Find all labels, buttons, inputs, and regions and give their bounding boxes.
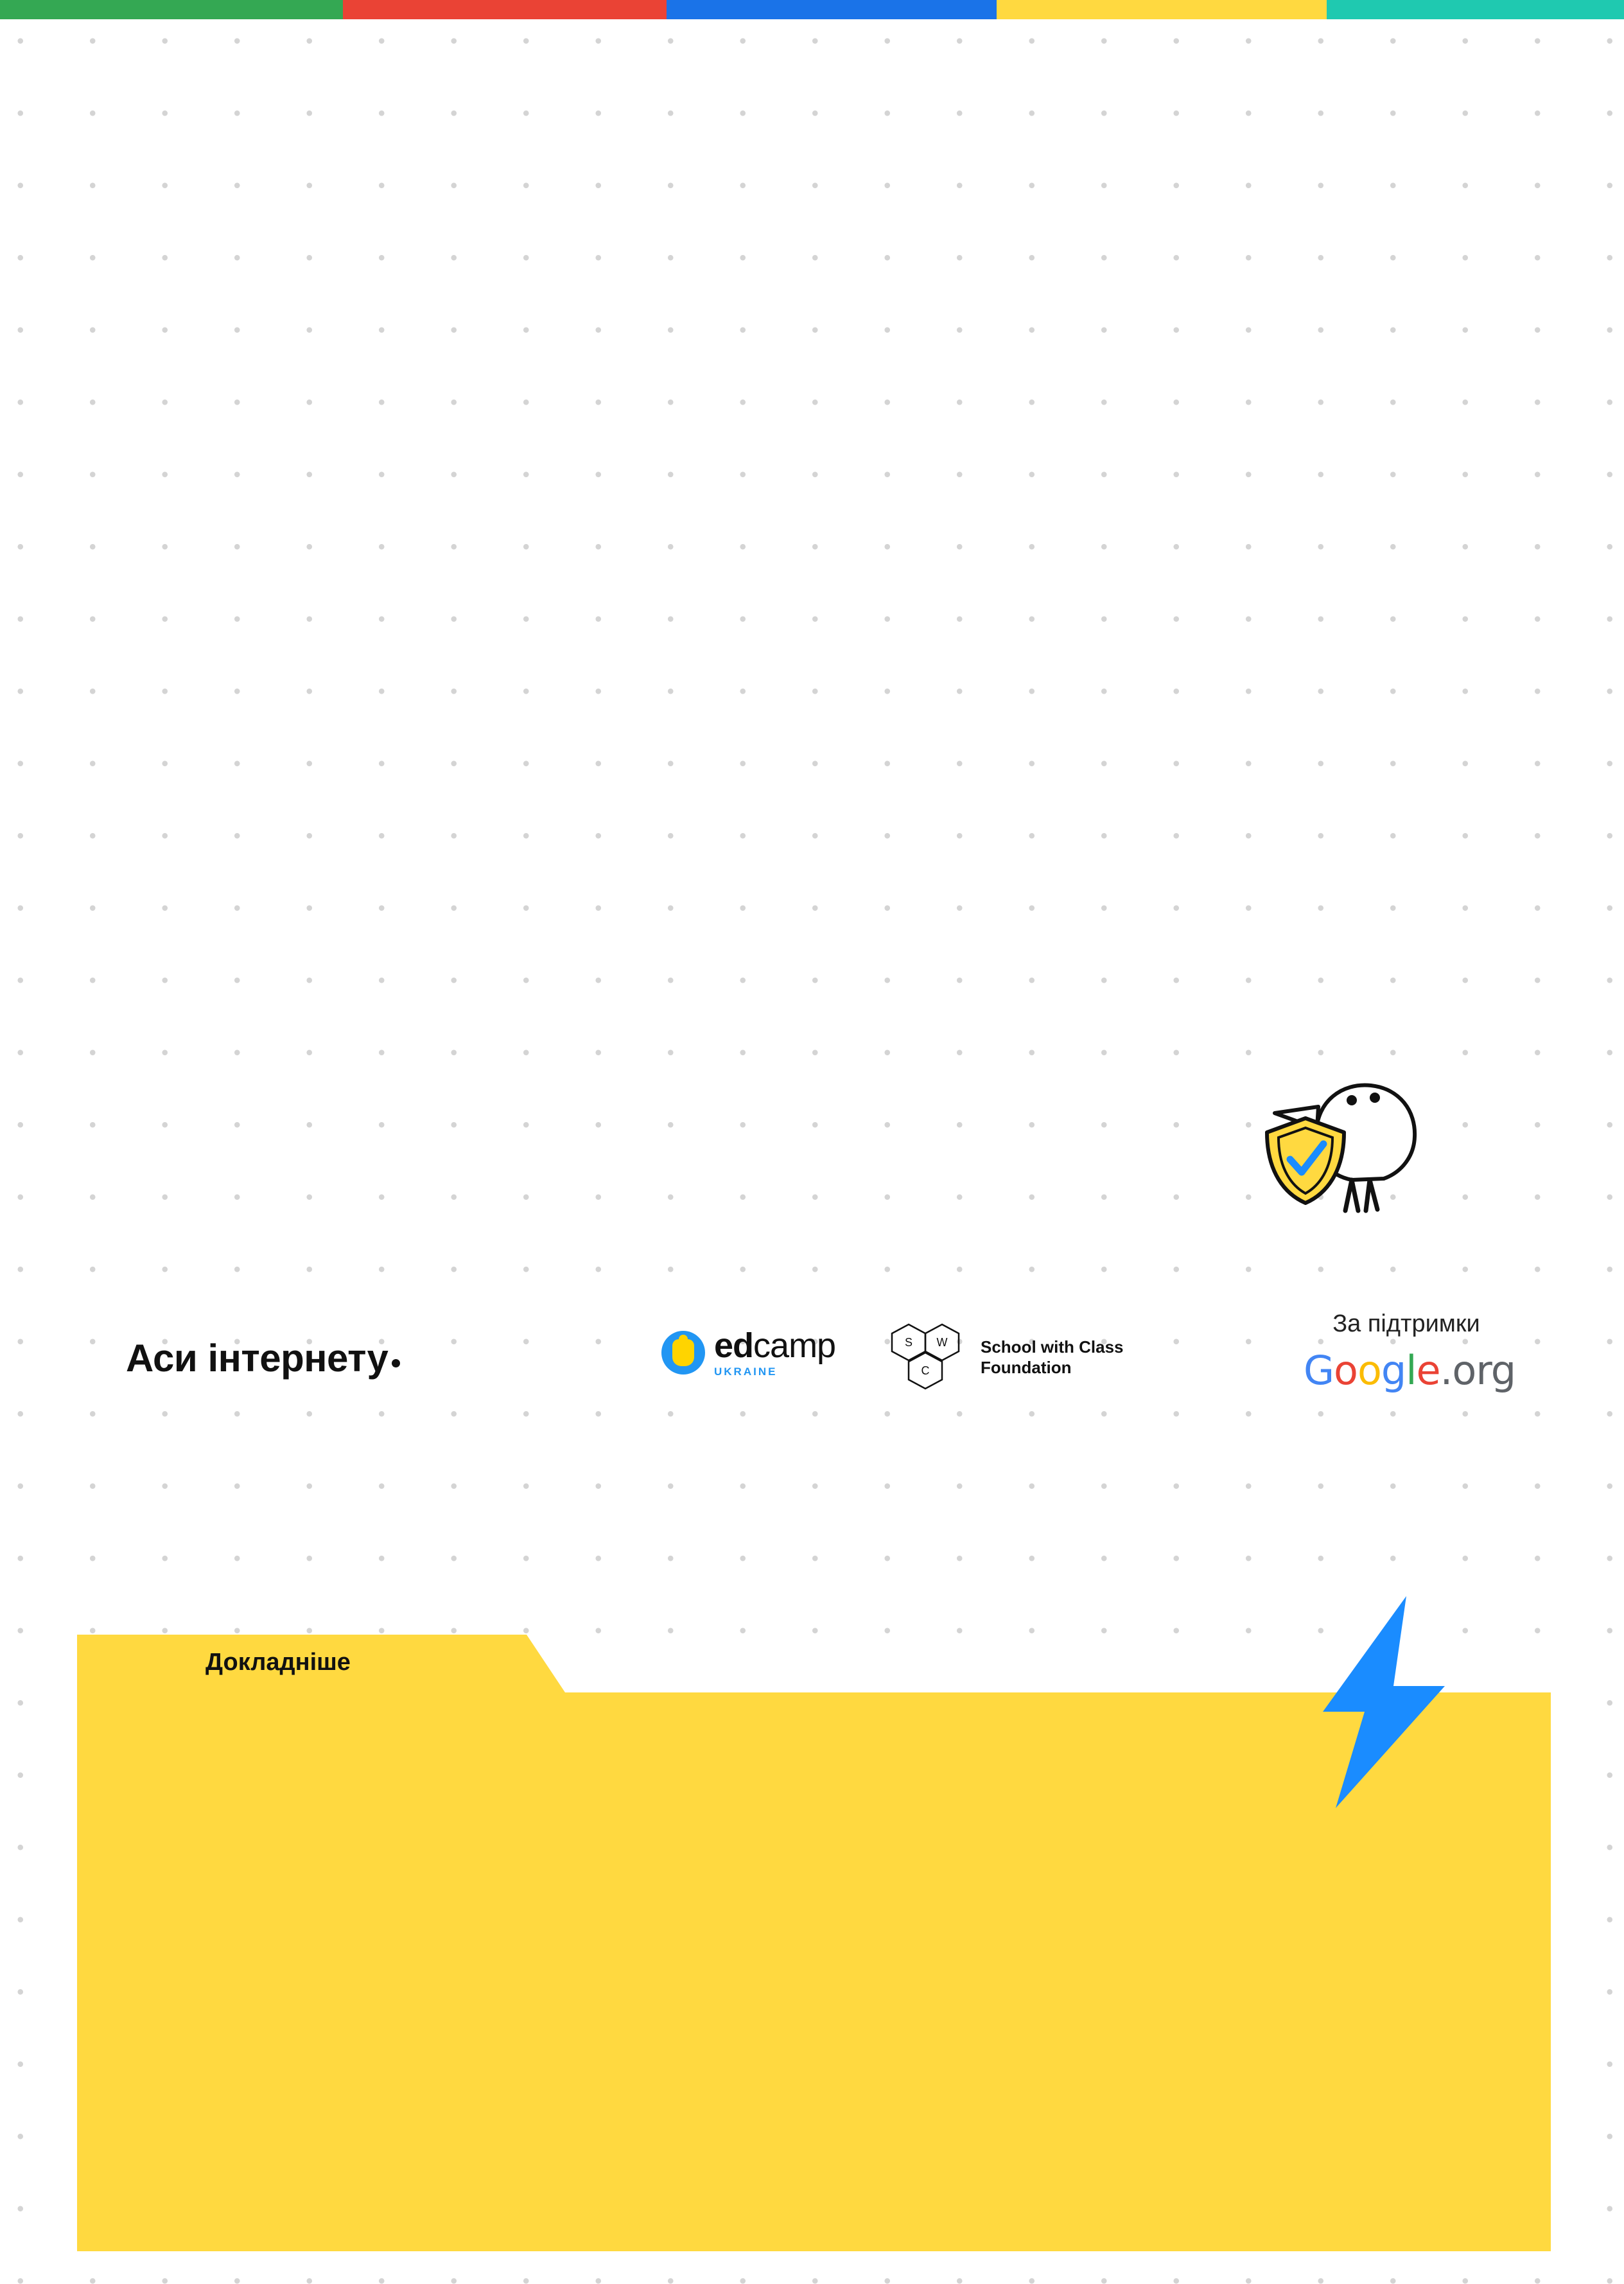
edcamp-word-main: ed xyxy=(714,1326,754,1365)
school-with-class-hex-icon xyxy=(889,1323,972,1391)
google-letter-o1: o xyxy=(1334,1347,1358,1394)
color-band-yellow xyxy=(997,0,1327,19)
edcamp-word-secondary: camp xyxy=(753,1326,836,1365)
google-letter-e: e xyxy=(1416,1347,1440,1394)
support-block xyxy=(1304,1310,1516,1394)
top-color-bar xyxy=(0,0,1624,19)
svg-text:C: C xyxy=(921,1364,930,1377)
google-letter-g: G xyxy=(1304,1347,1334,1394)
bird-with-shield-icon xyxy=(1255,1057,1438,1224)
color-band-green xyxy=(0,0,343,19)
lightning-bolt-icon xyxy=(1297,1596,1464,1814)
google-org-logo xyxy=(1304,1347,1516,1394)
asy-internetu-logo-text: Аси інтернету xyxy=(126,1337,389,1380)
google-suffix-org: .org xyxy=(1440,1347,1516,1394)
google-letter-g2: g xyxy=(1381,1347,1406,1394)
school-with-class-line1: School with Class xyxy=(981,1337,1124,1357)
school-with-class-logo xyxy=(889,1323,1124,1391)
folder-tab-label: Докладніше xyxy=(205,1649,351,1676)
edcamp-subtitle: UKRAINE xyxy=(714,1366,778,1378)
color-band-blue xyxy=(667,0,997,19)
google-letter-l: l xyxy=(1406,1347,1417,1394)
color-band-teal xyxy=(1327,0,1624,19)
svg-text:W: W xyxy=(936,1336,948,1349)
support-label: За підтримки xyxy=(1332,1310,1480,1337)
edcamp-mark-icon xyxy=(661,1331,705,1375)
svg-text:S: S xyxy=(904,1336,913,1349)
edcamp-logo xyxy=(661,1328,835,1377)
logo-dot xyxy=(392,1359,400,1367)
asy-internetu-logo xyxy=(126,1336,400,1380)
brand-partner-row xyxy=(0,1310,1624,1432)
school-with-class-line2: Foundation xyxy=(981,1358,1072,1377)
google-letter-o2: o xyxy=(1357,1347,1381,1394)
color-band-red xyxy=(343,0,667,19)
